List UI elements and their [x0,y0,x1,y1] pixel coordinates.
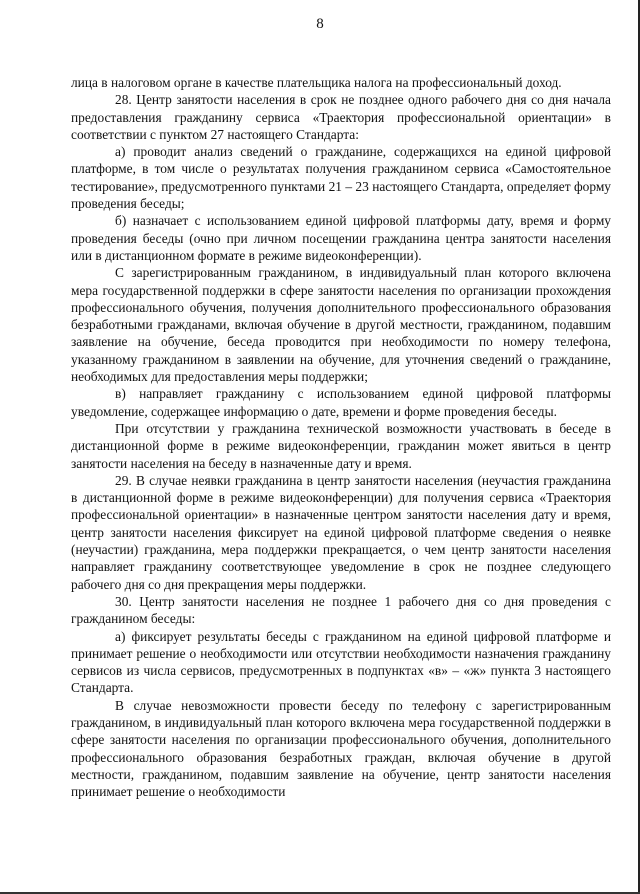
paragraph-clause-29: 29. В случае неявки гражданина в центр занятости населения (неучастия гражданина в дистанционной форме в режиме видеоконференции) для получения сервиса «Траектория профессиональной ориентации» в назначенные центром занятости населения дату и время, центр занятости населения фиксирует на единой цифровой платформе сведения о неявке (неучастии) гражданина, мера поддержки прекращается, о чем центр занятости населения направляет гражданину соответствующее уведомление в срок не позднее следующего рабочего дня со дня прекращения меры поддержки. [71,472,611,592]
paragraph-no-tech-capability: При отсутствии у гражданина технической возможности участвовать в беседе в дистанционной форме в режиме видеоконференции, гражданин может явиться в центр занятости населения на беседу в назначенные дату и время. [71,420,611,471]
page-number: 8 [316,16,324,32]
paragraph-30-a: а) фиксирует результаты беседы с гражданином на единой цифровой платформе и принимает решение о необходимости или отсутствии необходимости назначения гражданину сервисов из числа сервисов, предусмотренных в подпунктах «в» – «ж» пункта 3 настоящего Стандарта. [71,628,611,696]
paragraph-registered-citizen: С зарегистрированным гражданином, в индивидуальный план которого включена мера государственной поддержки в сфере занятости населения по организации прохождения профессионального обучения, получения дополнительного профессионального образования безработными гражданами, включая обучение в другой местности, гражданином, подавшим заявление на обучение, беседа проводится при необходимости по номеру телефона, указанному гражданином в заявлении на обучение, для уточнения сведений о гражданине, необходимых для предоставления меры поддержки; [71,265,611,385]
document-body [71,74,611,800]
paragraph-28-a: а) проводит анализ сведений о гражданине, содержащихся на единой цифровой платформе, в том числе о результатах получения гражданином сервиса «Самостоятельное тестирование», предусмотренного пунктами 21 – 23 настоящего Стандарта, определяет форму проведения беседы; [71,144,611,212]
paragraph-28-b: б) назначает с использованием единой цифровой платформы дату, время и форму проведения беседы (очно при личном посещении гражданина центра занятости населения или в дистанционном формате в режиме видеоконференции). [71,213,611,263]
paragraph-28-v: в) направляет гражданину с использованием единой цифровой платформы уведомление, содержащее информацию о дате, времени и форме проведения беседы. [71,386,611,419]
paragraph-clause-30: 30. Центр занятости населения не позднее 1 рабочего дня со дня проведения с гражданином беседы: [71,593,611,627]
paragraph-continuation: лица в налоговом органе в качестве плательщика налога на профессиональный доход. [71,75,562,90]
paragraph-clause-28: 28. Центр занятости населения в срок не позднее одного рабочего дня со дня начала предоставления гражданину сервиса «Траектория профессиональной ориентации» в соответствии с пунктом 27 настоящего Стандарта: [71,92,611,142]
paragraph-phone-impossible: В случае невозможности провести беседу по телефону с зарегистрированным гражданином, в индивидуальный план которого включена мера государственной поддержки в сфере занятости населения по организации профессионального обучения, дополнительного профессионального образования безработных граждан, включая обучение в другой местности, гражданином, подавшим заявление на обучение, центр занятости населения принимает решение о необходимости [71,697,611,800]
